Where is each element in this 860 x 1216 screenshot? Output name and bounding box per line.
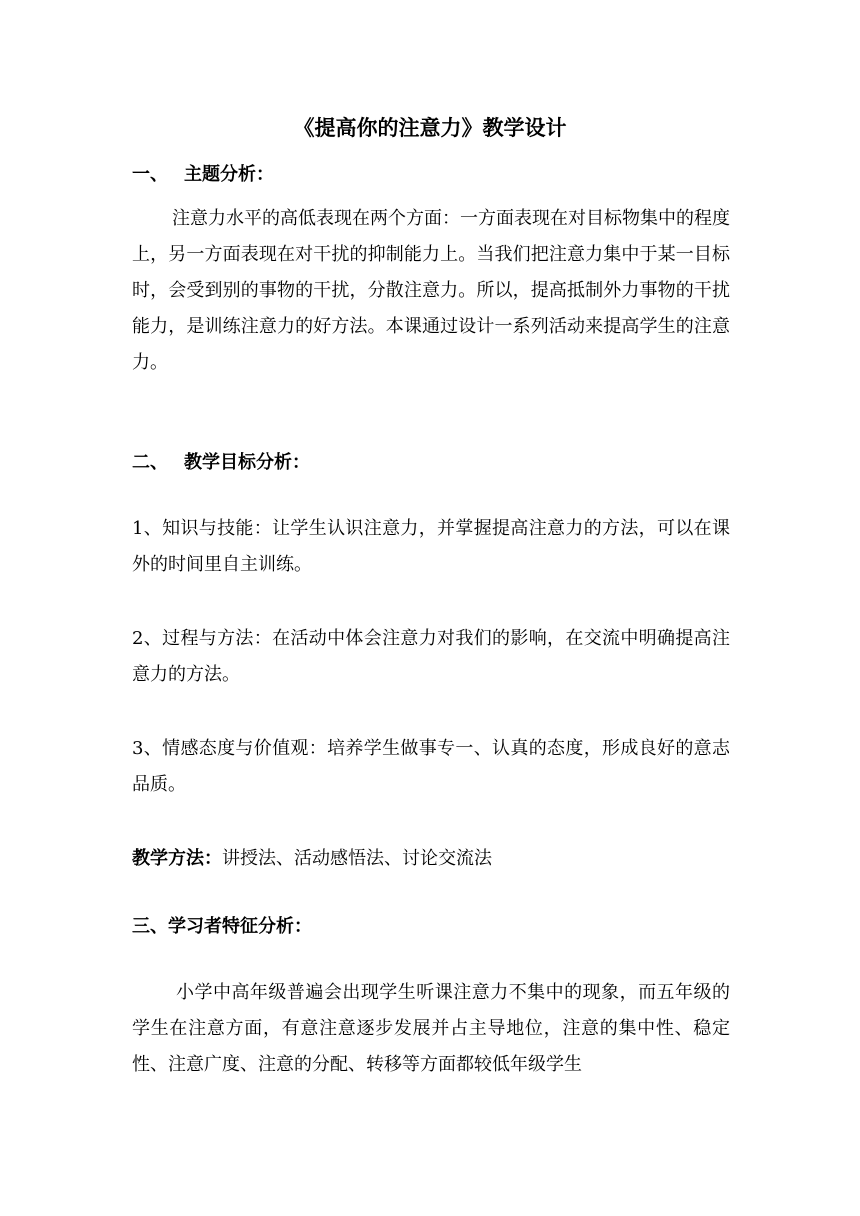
learner-analysis-paragraph: 小学中高年级普遍会出现学生听课注意力不集中的现象，而五年级的学生在注意方面，有意注意逐步发展并占主导地位，注意的集中性、稳定性、注意广度、注意的分配、转移等方面都较低年级学生 <box>132 982 730 1075</box>
goal-emotion-values: 3、情感态度与价值观：培养学生做事专一、认真的态度，形成良好的意志品质。 <box>132 738 730 795</box>
teaching-methods-value: 讲授法、活动感悟法、讨论交流法 <box>222 848 492 869</box>
topic-analysis-paragraph: 注意力水平的高低表现在两个方面：一方面表现在对目标物集中的程度上，另一方面表现在对干扰的抑制能力上。当我们把注意力集中于某一目标时，会受到别的事物的干扰，分散注意力。所以，提高抵制外力事物的干扰能力，是训练注意力的好方法。本课通过设计一系列活动来提高学生的注意力。 <box>132 208 730 373</box>
goal-process-methods: 2、过程与方法：在活动中体会注意力对我们的影响，在交流中明确提高注意力的方法。 <box>132 628 730 685</box>
section-heading-learner-analysis: 三、学习者特征分析： <box>132 916 312 937</box>
section-heading-teaching-goals <box>132 448 310 478</box>
teaching-methods-label: 教学方法： <box>132 848 222 869</box>
section-heading-topic-analysis <box>132 160 274 190</box>
section-heading-text: 教学目标分析： <box>184 452 310 473</box>
section-number: 一、 <box>132 164 168 185</box>
section-heading-text: 主题分析： <box>184 164 274 185</box>
document-title: 《提高你的注意力》教学设计 <box>293 115 567 140</box>
section-number: 二、 <box>132 452 168 473</box>
goal-knowledge-skills: 1、知识与技能：让学生认识注意力，并掌握提高注意力的方法，可以在课外的时间里自主训练。 <box>132 518 730 575</box>
teaching-methods-line <box>132 841 730 877</box>
